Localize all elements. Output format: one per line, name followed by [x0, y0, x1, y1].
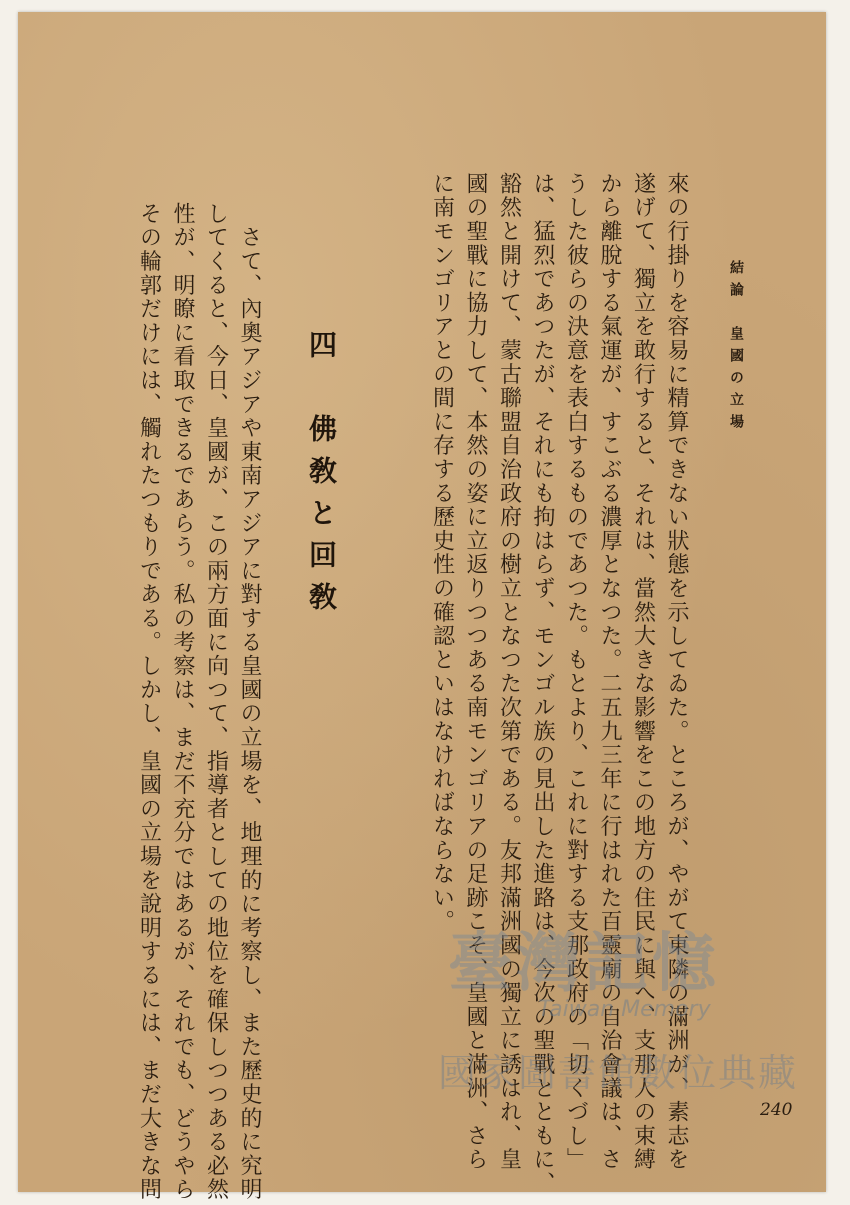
watermark-english: Taiwan Memory [538, 997, 711, 1022]
running-header: 結論 皇國の立場 [728, 260, 744, 436]
paragraph-mongolia: 來の行掛りを容易に精算できない狀態を示してゐた。ところが、やがて東隣の滿洲が、素志を 遂げて、獨立を敢行すると、それは、當然大きな影響をこの地方の住民に與へ、支那人の束縛 から離脫する氣運が、すこぶる濃厚となつた。二五九三年に行はれた百靈廟の自治會議は、さ うした彼らの決意を表白するものであつた。もとより、これに對する支那政府の「切くづし」 は、猛烈であつたが、それにも拘はらず、モンゴル族の見出した進路は、今次の聖戰とともに、 豁然と開けて、蒙古聯盟自治政府の樹立となつた次第である。友邦滿洲國の獨立に誘はれ、皇 國の聖戰に協力して、本然の姿に立返りつつある南モンゴリアの足跡こそ、皇國と滿洲、さら に南モンゴリアとの間に存する歷史性の確認といはなければならない。 [429, 172, 689, 1196]
watermark-seal: 臺灣記憶 [448, 926, 720, 1001]
book-page [18, 12, 826, 1202]
paragraph-section-four: さて、內奧アジアや東南アジアに對する皇國の立場を、地理的に考察し、また歷史的に究明 してくると、今日、皇國が、この兩方面に向つて、指導者としての地位を確保しつつある必然 性が、明瞭に看取できるであらう。私の考察は、まだ不充分ではあるが、それでも、どうやら その輪郭だけには、觸れたつもりである。しかし、皇國の立場を說明するには、まだ大きな問 [136, 202, 262, 1202]
section-heading: 四 佛敎と回敎 [305, 330, 338, 624]
watermark-chinese: 國家圖書館數位典藏 [438, 1051, 799, 1095]
page-number: 240 [760, 1100, 793, 1120]
